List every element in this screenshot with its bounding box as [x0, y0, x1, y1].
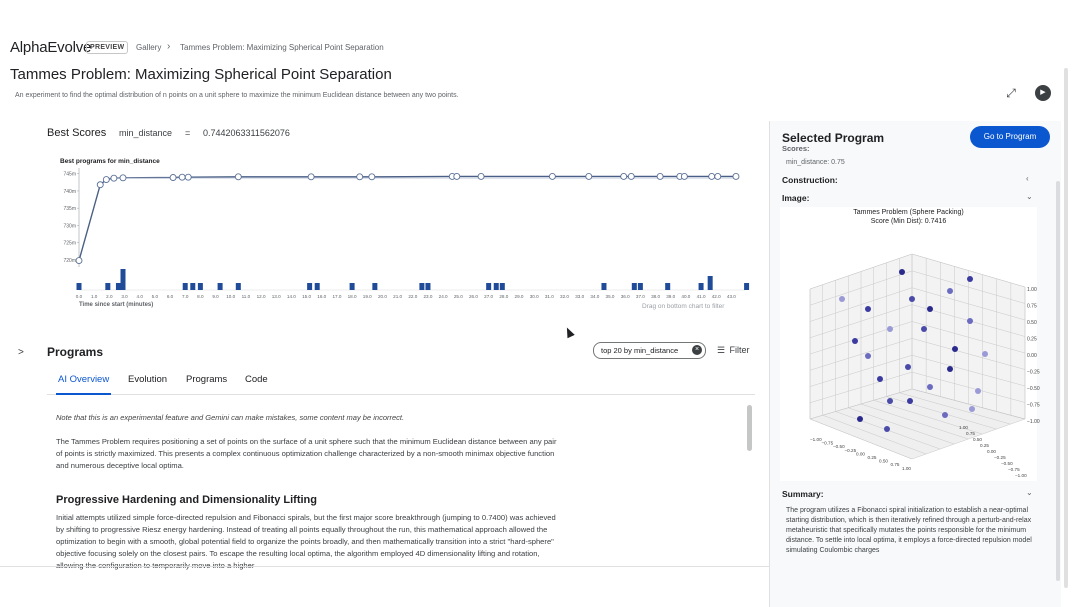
summary-text: The program utilizes a Fibonacci spiral initialization to establish a near-optimal starting distribution, which is then iteratively refined through a perturb-and-relax metaheuristic that specifically mutates the points responsible for the minimum distance. To settle into local optima, it employs a force-directed repulsion model simulating Coulombic charges: [786, 507, 1032, 554]
sphere-point: [947, 366, 953, 372]
sphere-point: [921, 326, 927, 332]
y-tick-label: −0.25: [994, 455, 1006, 460]
y-tick-label: 0.75: [966, 431, 975, 436]
preview-badge: PREVIEW: [86, 41, 128, 54]
data-point: [308, 174, 314, 180]
x-tick-label: 43.0: [726, 294, 736, 299]
tab-evolution[interactable]: Evolution: [128, 374, 168, 385]
sphere-point: [982, 351, 988, 357]
sphere-point: [852, 338, 858, 344]
tab-code[interactable]: Code: [245, 374, 268, 385]
programs-title: Programs: [47, 345, 104, 359]
y-tick-label: 735m: [63, 206, 76, 213]
histogram-bar: [638, 283, 643, 290]
z-tick-label: 0.75: [1027, 303, 1037, 310]
y-tick-label: 725m: [63, 240, 76, 247]
construction-label[interactable]: Construction:: [782, 175, 838, 185]
filter-label: Filter: [729, 345, 750, 355]
x-tick-label: 42.0: [711, 294, 721, 299]
image-label[interactable]: Image:: [782, 193, 810, 203]
x-tick-label: 24.0: [438, 294, 448, 299]
x-tick-label: 0.75: [890, 462, 900, 468]
histogram-bar: [665, 283, 670, 290]
data-point: [733, 173, 739, 179]
histogram-bar: [632, 283, 637, 290]
top-bar: [0, 0, 1079, 60]
brand-logo[interactable]: AlphaEvolve: [10, 39, 92, 56]
histogram-bar: [708, 276, 713, 290]
x-tick-label: 7.0: [182, 294, 189, 299]
x-tick-label: 31.0: [544, 294, 554, 299]
sphere-point: [927, 384, 933, 390]
summary-label[interactable]: Summary:: [782, 489, 824, 499]
breadcrumb-current: Tammes Problem: Maximizing Spherical Point Separation: [180, 43, 384, 52]
best-scores-value: 0.7442063311562076: [203, 128, 290, 138]
y-tick-label: 0.25: [980, 443, 989, 448]
x-tick-label: 3.0: [121, 294, 128, 299]
sphere-point: [839, 296, 845, 302]
histogram-bar: [486, 283, 491, 290]
x-tick-label: 10.0: [226, 294, 236, 299]
y-tick-label: −1.00: [1015, 473, 1027, 478]
scores-label: Scores:: [782, 144, 810, 153]
x-tick-label: 8.0: [197, 294, 204, 299]
y-tick-label: 0.50: [973, 437, 982, 442]
play-icon[interactable]: ▶: [1035, 85, 1051, 101]
z-tick-label: 1.00: [1027, 287, 1037, 293]
x-tick-label: 30.0: [529, 294, 539, 299]
x-tick-label: 19.0: [362, 294, 372, 299]
histogram-bar: [425, 283, 430, 290]
page-title: Tammes Problem: Maximizing Spherical Point Separation: [10, 66, 392, 83]
x-tick-label: 20.0: [377, 294, 387, 299]
chevron-down-icon[interactable]: ⌄: [1026, 488, 1033, 497]
x-tick-label: 27.0: [484, 294, 494, 299]
histogram-bar: [350, 283, 355, 290]
sphere-point: [942, 412, 948, 418]
z-tick-label: 0.00: [1027, 353, 1037, 359]
x-tick-label: 11.0: [241, 294, 251, 299]
chart-title: Best programs for min_distance: [60, 158, 160, 165]
sphere-point: [947, 288, 953, 294]
data-point: [76, 258, 82, 264]
sphere-point: [952, 346, 958, 352]
chevron-right-icon: ›: [167, 41, 171, 52]
axes-box: [810, 254, 1025, 459]
sphere-point: [907, 398, 913, 404]
histogram-bar: [77, 283, 82, 290]
z-tick-label: 0.50: [1027, 320, 1037, 326]
sphere-point: [905, 364, 911, 370]
x-tick-label: 6.0: [166, 294, 174, 299]
x-tick-label: 13.0: [271, 294, 281, 299]
y-tick-label: 730m: [63, 223, 76, 230]
x-tick-label: 16.0: [317, 294, 327, 299]
panel-scrollbar[interactable]: [1056, 181, 1060, 581]
sphere-point: [899, 269, 905, 275]
data-point: [357, 174, 363, 180]
programs-tabs: [47, 371, 755, 395]
content-scrollbar[interactable]: [747, 405, 752, 451]
x-tick-label: 41.0: [696, 294, 706, 299]
data-point: [709, 173, 715, 179]
histogram-bar: [236, 283, 241, 290]
data-point: [549, 173, 555, 179]
mouse-cursor-icon: [563, 326, 574, 338]
sphere-point: [857, 416, 863, 422]
x-tick-label: 9.0: [212, 294, 219, 299]
histogram-bar: [307, 283, 312, 290]
data-point: [103, 177, 109, 183]
x-tick-label: 5.0: [151, 294, 159, 299]
page-description: An experiment to find the optimal distribution of n points on a unit sphere to maximize the minimum Euclidean distance between any two points.: [15, 92, 459, 99]
y-tick-label: −0.75: [1008, 467, 1020, 472]
y-tick-label: 720m: [63, 257, 76, 264]
filter-icon: ☰: [717, 345, 726, 355]
ai-overview-content: [47, 405, 747, 570]
x-tick-label: 22.0: [408, 294, 418, 299]
close-icon[interactable]: ×: [692, 345, 702, 355]
z-tick-label: −0.75: [1027, 402, 1040, 409]
x-tick-label: 2.0: [106, 294, 113, 299]
chevron-right-icon[interactable]: >: [18, 347, 24, 358]
y-tick-label: 740m: [63, 188, 76, 195]
y-tick-label: −0.50: [1001, 461, 1013, 466]
data-point: [478, 173, 484, 179]
x-tick-label: 35.0: [605, 294, 615, 299]
x-tick-label: −0.25: [844, 447, 857, 453]
tab-ai-overview[interactable]: AI Overview: [56, 374, 111, 395]
sphere-point: [909, 296, 915, 302]
histogram-bar: [116, 283, 121, 290]
filter-button[interactable]: [717, 345, 750, 356]
x-tick-label: 26.0: [469, 294, 478, 299]
histogram-bar: [198, 283, 203, 290]
x-tick-label: 25.0: [453, 294, 463, 299]
data-point: [657, 173, 663, 179]
x-tick-label: 40.0: [681, 294, 691, 299]
program-image: [780, 207, 1040, 481]
selected-program-panel: [769, 121, 1061, 607]
z-tick-label: −0.25: [1027, 369, 1040, 376]
x-tick-label: 38.0: [651, 294, 661, 299]
x-tick-label: −0.75: [821, 440, 834, 446]
sphere-point: [865, 353, 871, 359]
x-tick-label: 32.0: [560, 294, 569, 299]
x-tick-label: 37.0: [635, 294, 645, 299]
histogram-bar: [372, 283, 377, 290]
histogram-bar: [419, 283, 424, 290]
data-point: [170, 175, 176, 181]
data-point: [235, 174, 241, 180]
x-tick-label: 0.0: [75, 294, 83, 299]
data-point: [97, 182, 103, 188]
sphere-point: [967, 318, 973, 324]
x-tick-label: 0.50: [879, 458, 888, 464]
data-point: [185, 174, 191, 180]
chart-x-axis-label: Time since start (minutes): [79, 302, 154, 308]
section-heading: Progressive Hardening and Dimensionality Lifting: [56, 494, 317, 506]
x-tick-label: 36.0: [620, 294, 630, 299]
best-scores-metric: min_distance: [119, 128, 173, 138]
disclaimer-note: Note that this is an experimental feature and Gemini can make mistakes, some content may be incorrect.: [56, 413, 405, 422]
intro-paragraph: The Tammes Problem requires positioning a set of points on the surface of a unit sphere such that the minimum Euclidean distance between any pair of points is strictly maximized. This presents a complex continuous optimization challenge characterized by a non-smooth minimax objective function and numerous deceptive local optima.: [56, 437, 557, 470]
breadcrumb-gallery[interactable]: Gallery: [136, 43, 162, 52]
x-tick-label: 23.0: [423, 294, 433, 299]
x-tick-label: 1.00: [902, 465, 911, 471]
chevron-left-icon[interactable]: ‹: [1026, 174, 1029, 183]
z-tick-label: −0.50: [1027, 386, 1040, 392]
best-scores-equals: =: [185, 128, 191, 138]
x-tick-label: 17.0: [332, 294, 342, 299]
histogram-bar: [121, 269, 126, 290]
data-point: [111, 175, 117, 181]
image-subtitle: Score (Min Dist): 0.7416: [870, 218, 947, 225]
x-tick-label: 33.0: [575, 294, 585, 299]
go-to-program-button[interactable]: Go to Program: [970, 126, 1050, 148]
sphere-point: [887, 326, 893, 332]
data-point: [715, 173, 721, 179]
x-tick-label: 0.00: [856, 451, 865, 457]
expand-icon[interactable]: ⤢: [1006, 86, 1016, 100]
panel-title: Selected Program: [782, 131, 885, 145]
x-tick-label: 4.0: [136, 294, 143, 299]
data-point: [369, 174, 375, 180]
x-tick-label: −0.50: [833, 444, 845, 450]
x-tick-label: 18.0: [347, 294, 357, 299]
chevron-down-icon[interactable]: ⌄: [1026, 192, 1033, 201]
data-point: [454, 173, 460, 179]
z-tick-label: −1.00: [1027, 419, 1040, 425]
body-paragraph: Initial attempts utilized simple force-directed repulsion and Fibonacci spirals, but the first major score breakthrough (jumping to 0.7400) was achieved by shifting to progressive Riesz energy hardening. Instead of treating all points equally throughout the run, this mathematical approach allowed the optimization to begin with a smooth, global potential field to organize the points broadly, and then mathematically transition into a strict "hard-sphere" objective focusing solely on the closest pairs. To escape the resulting local optima, the algorithm employed 4D dimensionality lifting and rotation,: [56, 513, 556, 558]
x-tick-label: 29.0: [514, 294, 524, 299]
data-point: [179, 174, 185, 180]
sphere-point: [969, 406, 975, 412]
image-title: Tammes Problem (Sphere Packing): [853, 209, 964, 216]
histogram-bar: [218, 283, 223, 290]
x-tick-label: 21.0: [393, 294, 403, 299]
sphere-point: [927, 306, 933, 312]
histogram-bar: [183, 283, 188, 290]
filter-chip-label: top 20 by min_distance: [601, 346, 679, 355]
sphere-point: [975, 388, 981, 394]
sphere-point: [877, 376, 883, 382]
data-point: [586, 173, 592, 179]
x-tick-label: 12.0: [256, 294, 266, 299]
best-scores-title: Best Scores: [47, 127, 107, 139]
chart-hint: Drag on bottom chart to filter: [642, 303, 725, 310]
x-tick-label: 39.0: [666, 294, 676, 299]
histogram-bar: [500, 283, 505, 290]
y-tick-label: 745m: [63, 171, 76, 178]
y-tick-label: 1.00: [959, 425, 968, 430]
sphere-point: [865, 306, 871, 312]
histogram-bar: [494, 283, 499, 290]
sphere-point: [884, 426, 890, 432]
histogram-bar: [699, 283, 704, 290]
histogram-bar: [601, 283, 606, 290]
histogram-bar: [190, 283, 195, 290]
series-line: [79, 176, 736, 260]
data-point: [621, 173, 627, 179]
x-tick-label: 15.0: [302, 294, 312, 299]
best-scores-chart[interactable]: [47, 150, 760, 315]
x-tick-label: −1.00: [810, 437, 822, 442]
x-tick-label: 0.25: [867, 455, 877, 460]
sphere-point: [967, 276, 973, 282]
data-point: [628, 173, 634, 179]
score-line: min_distance: 0.75: [786, 159, 845, 166]
x-tick-label: 14.0: [286, 294, 296, 299]
histogram-bar: [744, 283, 749, 290]
tab-programs[interactable]: Programs: [186, 374, 228, 385]
bottom-divider: [0, 566, 770, 567]
histogram-bar: [105, 283, 110, 290]
x-tick-label: 28.0: [499, 294, 509, 299]
filter-chip[interactable]: [593, 342, 706, 359]
data-point: [120, 175, 126, 181]
x-tick-label: 34.0: [590, 294, 600, 299]
x-tick-label: 1.0: [90, 294, 98, 299]
data-point: [681, 173, 687, 179]
histogram-bar: [315, 283, 320, 290]
page-scrollbar[interactable]: [1064, 68, 1068, 588]
z-tick-label: 0.25: [1027, 336, 1037, 343]
sphere-point: [887, 398, 893, 404]
y-tick-label: 0.00: [987, 449, 996, 454]
